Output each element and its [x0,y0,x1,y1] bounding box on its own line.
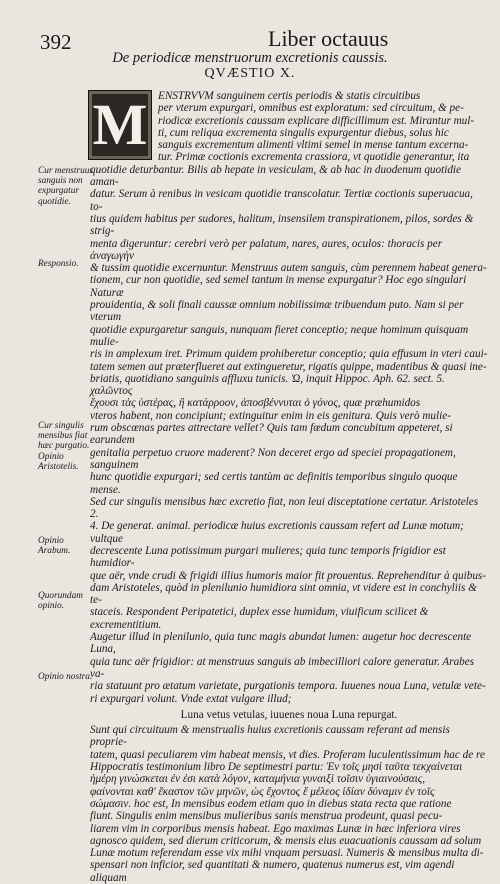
text-line: hunc quotidie expurgari; sed certis tantùm ac definitis temporibus singulo quoque mense. [90,471,458,496]
main-text [90,90,488,884]
text-line: tatem, quasi peculiarem vim habeat mensis, vt dies. Proferam luculentissimum hac de re [90,748,485,761]
verse-line: Luna vetus vetulas, iuuenes noua Luna repurgat. [180,708,398,721]
text-line: ἔχουσι τὰς ὑστέρας, ἢ κατάρροον, ἀποσβέννυται ὁ γόνος, quæ præhumidos [90,397,421,410]
text-line: que aër, vnde crudi & frigidi illius humoris maior fit prouentus. Reprehenditur à quibus- [90,569,486,582]
text-line: quia tunc aër frigidior: at menstruus sanguis ab imbecilliori calore generatur. Arabes va- [90,655,475,680]
section-title: De periodicæ menstruorum excretionis caussis. [112,50,388,66]
text-line: agnosco quidem, sed dierum criticorum, & mensis eius euacuationis caussam ad solum [90,834,482,847]
page-number: 392 [40,30,72,54]
text-line: ri expurgari volunt. Vnde extat vulgare illud; [90,692,292,705]
running-title: Liber octauus [268,26,389,51]
text-line: spensari non inficior, sed quantitati & numero, quatenus numerus est, vim agendi aliquam [90,859,455,884]
page-header [0,0,500,81]
text-line: Hippocratis testimonium libro De septimestri partu: Ἐν τοῖς μησὶ ταῦτα τεκχαίνεται [90,761,463,774]
decorated-initial: M [88,90,152,160]
text-line: ENSTRVVM sanguinem certis periodis & statis circuitibus [158,90,421,102]
text-line: quotidie expurgaretur sanguis, nunquam fieret conceptio; neque hominum quisquam mulie- [90,323,469,348]
text-line: decrescente Luna potissimum purgari mulieres; quia tunc temporis frigidior est humidior- [90,544,446,570]
margin-note: Cur singulis mensibus fiat hæc purgatio. Opinio Aristotelis. [38,421,90,472]
text-line: ti, cum reliqua excrementa singulis expurgentur diebus, solus hic [158,126,449,139]
text-line: Sed cur singulis mensibus hæc excretio fiat, non leui disceptatione certatur. Aristoteles 2. [90,495,479,521]
text-line: tius quidem habitus per sudores, halitum, insensilem transpirationem, pilos, sordes & strig- [90,212,474,238]
text-line: menta digeruntur: cerebri verò per palatum, nares, aures, oculos: thoracis per ἀναγωγὴν [90,237,443,262]
margin-note: Quorundam opinio. [38,591,83,612]
text-line: tur. Primæ coctionis excrementa crassiora, vt quotidie generantur, ita [158,151,470,164]
text-line: tionem, cur non quotidie, sed semel tantum in mense expurgatur? Hoc ego singulari Naturæ [90,274,467,299]
text-line: sanguis excrementum alimenti vltimi semel in mense tantum excerna- [158,139,469,152]
text-line: dam Aristoteles, quòd in plenilunio humidiora sint omnia, vt videre est in conchyliis & te- [90,581,477,607]
text-line: prouidentia, & soli finali caussæ omnium nobilissimæ tribuendum puto. Nam si per vterum [90,299,464,324]
text-line: ris in amplexum iret. Primum quidem prohiberetur conceptio; quia effusum in vteri caui- [90,348,488,361]
text-line: σώμασιν. hoc est, In mensibus eodem etiam quo in diebus stata recta que ratione [90,797,452,810]
text-line: liarem vim in corporibus mensis habeat. Ego maximas Lunæ in hæc inferiora vires [90,822,461,835]
text-line: datur. Serum à renibus in vesicam quotidie transcolatur. Tertiæ coctionis superuacua, to- [90,188,473,213]
margin-note: Responsio. [38,259,79,269]
margin-note: Cur menstruus sanguis non expurgatur quotidie. [38,166,94,207]
text-line: tatem semen aut præterflueret aut extingueretur, rigatis quippe, madentibus & quasi ine- [90,360,487,373]
text-line: rum obscœnas partes attrectare vellet? Quis tam fœdum concubitum appeteret, si earundem [90,422,453,447]
text-line: ria statuunt pro ætatum varietate, purgationis tempora. Iuuenes noua Luna, vetulæ vete- [90,680,486,693]
text-line: Sunt qui circuituum & menstrualis huius excretionis caussam referant ad mensis proprie- [90,724,450,749]
text-line: fiunt. Singulis enim mensibus mulieribus sanis menstrua prodeunt, quasi pecu- [90,810,443,823]
text-line: staceis. Respondent Peripatetici, duplex esse humidum, viuificum scilicet & excrementitium. [90,606,429,631]
text-line: riodicæ excretionis caussam explicare difficillimum est. Mirantur mul- [158,114,475,127]
margin-note: Opinio nostra. [38,672,93,682]
text-line: ἡμέρη γινώσκεται ἐν ἐσι κατὰ λόγον, καταμήνια γυναιξὶ τοῖσιν ὑγιαινούσαις, [90,773,426,786]
questio-heading: QVÆSTIO X. [204,66,296,81]
text-line: vteros habent, non concipiunt; extinguitur enim in eis genitura. Quis verò mulie- [90,409,451,422]
text-line: 4. De generat. animal. periodicæ huius excretionis caussam refert ad Lunæ motum; vultque [90,520,464,545]
text-line: per vterum expurgari, omnibus est exploratum: sed circuitum, & pe- [158,102,464,115]
text-line: Lunæ motum referendam esse vix mihi vnquam persuasi. Numeris & mensibus multa di- [90,847,484,860]
text-line: quotidie deturbantur. Bilis ab hepate in vesiculam, & ab hac in duodenum quotidie aman- [90,163,462,189]
text-line: φαίνονται καθ' ἕκαστον τῶν μηνῶν, ὡς ἔχοντος ἕ μέλεος ἰδίαν δύναμιν ἐν τοῖς [90,785,435,798]
text-line: genitalia perpetuo cruore maderent? Non deceret ergo ad speciei propagationem, sanguinem [90,446,456,471]
text-line: & tussim quotidie excernuntur. Menstruus autem sanguis, cùm perennem habeat genera- [90,262,487,275]
text-line: briatis, quotidiano sanguinis affluxu tunicis. Ὡ, inquit Hippoc. Aph. 62. sect. 5. χαλῶντος [90,372,445,398]
margin-note: Opinio Arabum. [38,536,71,557]
text-line: Augetur illud in plenilunio, quia tunc magis abundat lumen: augetur hoc decrescente Luna, [90,631,472,656]
